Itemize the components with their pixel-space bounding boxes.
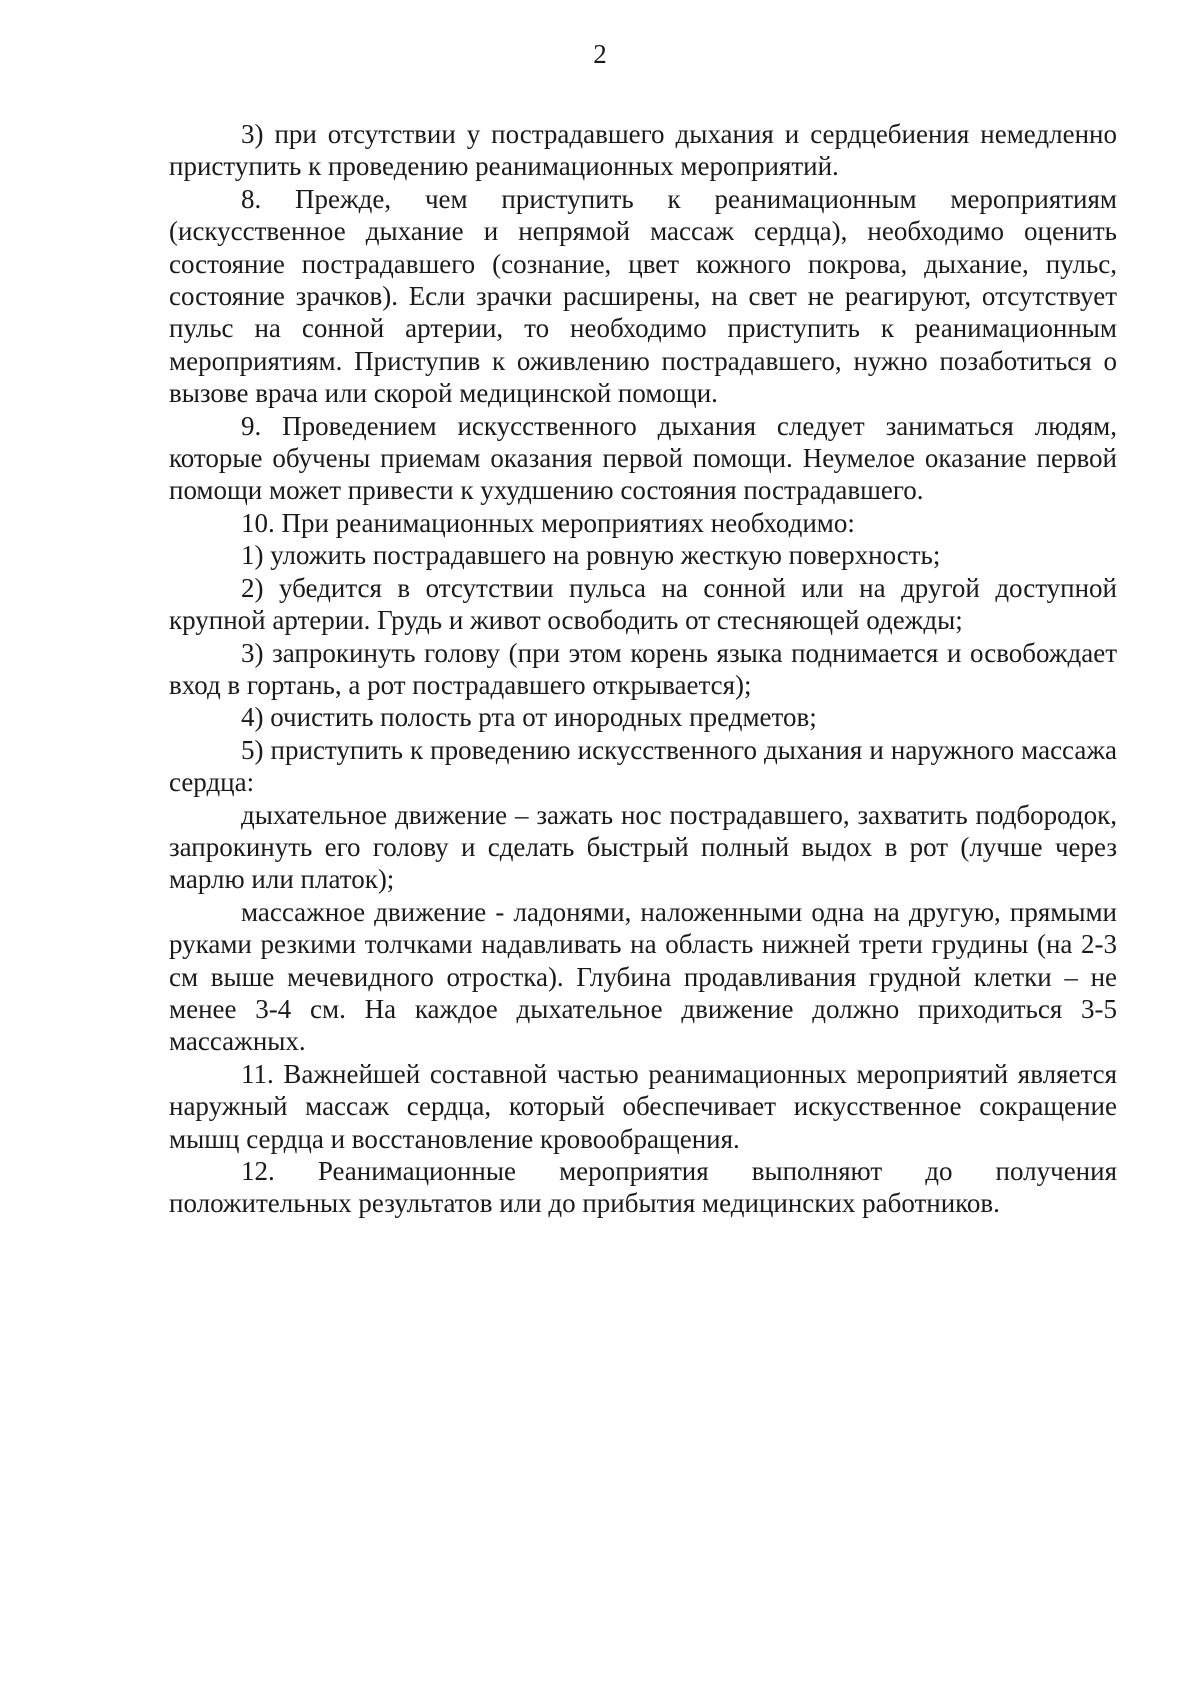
list-item-1-flat-surface: 1) уложить пострадавшего на ровную жесткую поверхность; — [241, 540, 941, 571]
paragraph-12-until-results: 12. Реанимационные мероприятия выполняют до получения положительных результатов или до прибытия медицинских работников. — [169, 1156, 1117, 1219]
list-item-5-start-cpr: 5) приступить к проведению искусственного дыхания и наружного массажа сердца: — [169, 734, 1117, 798]
paragraph-item-3-no-breathing: 3) при отсутствии у пострадавшего дыхания и сердцебиения немедленно приступить к проведению реанимационных мероприятий. — [169, 119, 1117, 182]
paragraph-8-assess-victim: 8. Прежде, чем приступить к реанимационным мероприятиям (искусственное дыхание и непрямой массаж сердца), необходимо оценить состояние пострадавшего (сознание, цвет кожного покрова, дыхание, пульс, состояние зрачков). Если зрачки расширены, на свет не реагируют, отсутствует пульс на сонной артерии, то необходимо приступить к реанимационным мероприятиям. Приступив к оживлению пострадавшего, нужно позаботиться о вызове врача или скорой медицинской помощи. — [169, 183, 1117, 409]
massage-movement-paragraph: массажное движение - ладонями, наложенными одна на другую, прямыми руками резкими толчками надавливать на область нижней трети грудины (на 2-3 см выше мечевидного отростка). Глубина продавливания грудной клетки – не менее 3-4 см. На каждое дыхательное движение должно приходиться 3-5 массажных. — [169, 896, 1117, 1057]
paragraph-9-trained-people: 9. Проведением искусственного дыхания следует заниматься людям, которые обучены приемам оказания первой помощи. Неумелое оказание первой помощи может привести к ухудшению состояния пострадавшего. — [169, 410, 1117, 506]
breathing-movement-paragraph: дыхательное движение – зажать нос пострадавшего, захватить подбородок, запрокинуть его голову и сделать быстрый полный выдох в рот (лучше через марлю или платок); — [169, 799, 1117, 895]
paragraph-11-heart-massage: 11. Важнейшей составной частью реанимационных мероприятий является наружный массаж сердца, который обеспечивает искусственное сокращение мышц сердца и восстановление кровообращения. — [169, 1058, 1117, 1154]
paragraph-10-resuscitation-steps: 10. При реанимационных мероприятиях необходимо: — [241, 507, 855, 538]
list-item-2-check-pulse: 2) убедится в отсутствии пульса на сонной или на другой доступной крупной артерии. Грудь и живот освободить от стесняющей одежды; — [169, 572, 1117, 636]
list-item-3-tilt-head: 3) запрокинуть голову (при этом корень языка поднимается и освобождает вход в гортань, а рот пострадавшего открывается); — [169, 637, 1117, 700]
list-item-4-clear-mouth: 4) очистить полость рта от инородных предметов; — [241, 702, 817, 733]
page-number: 2 — [593, 39, 607, 69]
document-body — [169, 118, 1117, 1220]
